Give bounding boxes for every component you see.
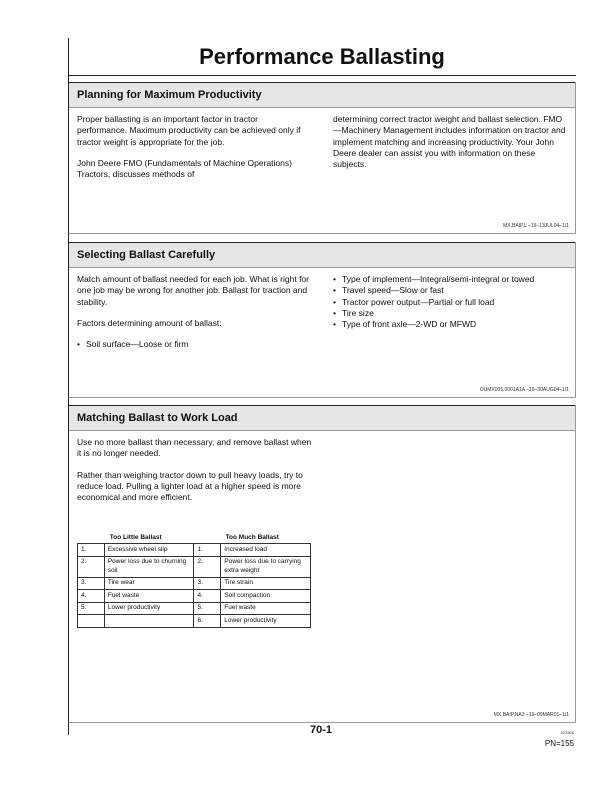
paragraph: Match amount of ballast needed for each job. What is right for one job may be wrong for another job. Ballast for traction and stability. — [77, 274, 309, 307]
section-code: MX,BAIP,NA3 –19–09MAR01–1/1 — [493, 712, 569, 718]
section-header — [69, 242, 575, 268]
row-number-cell: 3. — [78, 577, 105, 590]
row-text-cell: Power loss due to carrying extra weight — [221, 556, 311, 577]
list-item: • Tractor power output—Partial or full load — [333, 297, 569, 308]
table-row — [78, 577, 311, 590]
row-text-cell: Fuel waste — [104, 590, 194, 603]
page-title: Performance Ballasting — [199, 44, 445, 69]
row-number-cell — [78, 615, 105, 628]
paragraph: Factors determining amount of ballast: — [77, 317, 222, 328]
table-row — [78, 602, 311, 615]
section-title: Planning for Maximum Productivity — [77, 89, 262, 101]
list-item: • Travel speed—Slow or fast — [333, 285, 569, 296]
section-matching — [68, 405, 576, 723]
section-code: MX,BAIP,L –19–13JUL04–1/1 — [503, 223, 569, 229]
row-number-cell: 4. — [78, 590, 105, 603]
row-text-cell: Power loss due to churning soil — [104, 556, 194, 577]
row-number-cell: 5. — [194, 602, 221, 615]
paragraph: Use no more ballast than necessary, and remove ballast when it is no longer needed. — [77, 437, 312, 459]
section-header — [69, 82, 575, 108]
list-item: • Tire size — [333, 308, 569, 319]
section-title: Selecting Ballast Carefully — [77, 249, 216, 261]
row-text-cell: Lower productivity — [221, 615, 311, 628]
table-row — [78, 615, 311, 628]
section-selecting — [68, 242, 576, 398]
bullet-list — [77, 339, 313, 350]
section-header — [69, 405, 575, 431]
row-number-cell: 1. — [194, 544, 221, 557]
paragraph: John Deere FMO (Fundamentals of Machine Operations) Tractors, discusses methods of — [77, 157, 292, 180]
print-code: 022806 — [560, 730, 574, 735]
row-number-cell: 3. — [194, 577, 221, 590]
table-row — [78, 590, 311, 603]
right-column — [333, 274, 569, 330]
left-column — [77, 437, 313, 513]
row-text-cell: Excessive wheel slip — [104, 544, 194, 557]
table-row — [78, 544, 311, 557]
row-text-cell: Increased load — [221, 544, 311, 557]
section-planning — [68, 82, 576, 234]
right-column — [333, 114, 569, 180]
table-header-row — [78, 532, 311, 544]
row-number-cell: 5. — [78, 602, 105, 615]
left-column — [77, 274, 313, 350]
row-text-cell: Soil compaction — [221, 590, 311, 603]
row-number-cell: 1. — [78, 544, 105, 557]
row-number-cell: 6. — [194, 615, 221, 628]
column-header: Too Little Ballast — [78, 532, 194, 544]
list-item: • Type of front axle—2-WD or MFWD — [333, 319, 569, 330]
table-row — [78, 556, 311, 577]
row-text-cell: Tire wear — [104, 577, 194, 590]
table-body — [78, 544, 311, 628]
row-text-cell: Tire strain — [221, 577, 311, 590]
paragraph: Rather than weighing tractor down to pull heavy loads, try to reduce load. Pulling a lighter load at a higher speed is more economical and more efficient. — [77, 469, 303, 503]
list-item: • Type of implement—Integral/semi-integral or towed — [333, 274, 569, 285]
row-number-cell: 4. — [194, 590, 221, 603]
row-number-cell: 2. — [78, 556, 105, 577]
section-code: OUMX005,0001A1A –19–30AUG04–1/1 — [479, 387, 569, 393]
row-text-cell: Lower productivity — [104, 602, 194, 615]
pn-label: PN=155 — [544, 739, 574, 748]
row-number-cell: 2. — [194, 556, 221, 577]
list-item: • Soil surface—Loose or firm — [77, 339, 313, 350]
left-column — [77, 114, 309, 190]
row-text-cell — [104, 615, 194, 628]
bullet-list — [333, 274, 569, 330]
paragraph: Proper ballasting is an important factor in tractor performance. Maximum productivity can be achieved only if tractor weight is appropriate for the job. — [77, 114, 301, 147]
title-rule — [68, 75, 576, 76]
ballast-table — [77, 532, 311, 628]
paragraph: determining correct tractor weight and ballast selection. FMO—Machinery Management includes information on tractor and implement matching and increasing productivity. Your John Deere dealer can assist you with information on these subjects. — [333, 114, 566, 170]
row-text-cell: Fuel waste — [221, 602, 311, 615]
column-header: Too Much Ballast — [194, 532, 311, 544]
section-title: Matching Ballast to Work Load — [77, 412, 238, 424]
page-number: 70-1 — [310, 724, 333, 736]
